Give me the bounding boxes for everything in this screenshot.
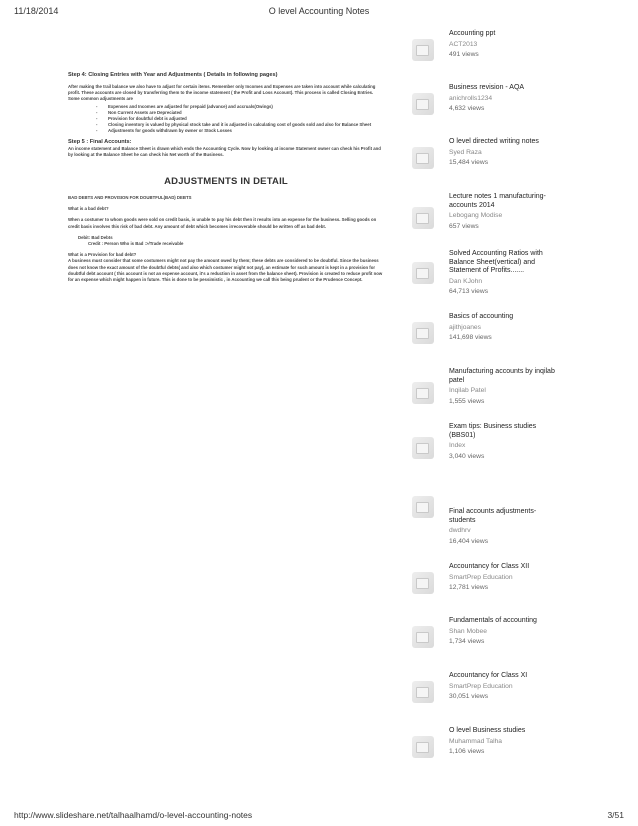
slideshow-thumbnail-icon[interactable]: [412, 39, 434, 61]
related-author[interactable]: Muhammad Talha: [449, 737, 503, 745]
related-title[interactable]: Business revision - AQA: [449, 84, 525, 91]
related-title[interactable]: Fundamentals of accounting: [449, 617, 537, 624]
related-author[interactable]: Dan KJohn: [449, 277, 483, 285]
page-url[interactable]: http://www.slideshare.net/talhaalhamd/o-level-accounting-notes: [14, 810, 253, 820]
slideshow-thumbnail-icon[interactable]: [412, 626, 434, 648]
related-author[interactable]: dwdhrv: [449, 527, 471, 535]
page-title: O level Accounting Notes: [268, 6, 370, 16]
related-author[interactable]: ACT2013: [449, 40, 478, 48]
related-author[interactable]: SmartPrep Education: [449, 573, 513, 581]
related-author[interactable]: anichrolls1234: [449, 94, 493, 102]
related-title[interactable]: O level directed writing notes: [449, 138, 539, 145]
slideshow-thumbnail-icon[interactable]: [412, 207, 434, 229]
related-title[interactable]: Exam tips: Business studies (BBS01): [449, 423, 537, 439]
related-title[interactable]: Solved Accounting Ratios with Balance Sheet(vertical) and Statement of Profits.......: [449, 250, 543, 275]
page-number: 3/51: [607, 810, 624, 820]
related-title[interactable]: Final accounts adjustments-students: [449, 508, 537, 524]
bad-debt-question: What is a bad debt?: [68, 206, 109, 212]
related-views: 491 views: [449, 51, 479, 59]
related-views: 657 views: [449, 222, 479, 230]
related-title[interactable]: Accountancy for Class XI: [449, 672, 528, 679]
related-author[interactable]: Lebogang Modise: [449, 212, 503, 220]
related-title[interactable]: Manufacturing accounts by inqilab patel: [449, 368, 555, 384]
slideshow-thumbnail-icon[interactable]: [412, 322, 434, 344]
related-views: 12,781 views: [449, 584, 489, 592]
related-author[interactable]: SmartPrep Education: [449, 682, 513, 690]
step4-heading: Step 4: Closing Entries with Year and Adjustments ( Details in following pages): [68, 72, 278, 78]
list-item: - Adjustments for goods withdrawn by owner or Stock Losses: [96, 128, 384, 134]
slideshow-thumbnail-icon[interactable]: [412, 736, 434, 758]
related-author[interactable]: Inqilab Patel: [449, 387, 486, 395]
related-title[interactable]: Basics of accounting: [449, 313, 514, 320]
slide-content: [68, 72, 384, 362]
list-item: - Closing inventory is valued by physical stock take and it is adjusted in calculating cost of goods sold and also for Balance Sheet: [96, 122, 384, 128]
provision-paragraph: A business must consider that some costumers might not pay the amount owed by them; these debts are considered to be doubtful. Since the business does not know the exact amount of the doubtful debts( and also which costumer might not pay), an estimate for such amount is kept in a provision for doubtful debt account ( this account is not an expense account, it's a reduction in asset from the balance sheet). Provision is created to reduce profit now for an expense which might happen in future. This is done to be pessimistic , in Accounting we call this being prudent or the Prudence Concept.: [68, 258, 383, 283]
related-author[interactable]: Syed Raza: [449, 148, 482, 156]
related-views: 141,698 views: [449, 334, 492, 342]
slideshow-thumbnail-icon[interactable]: [412, 262, 434, 284]
list-item: - Expenses and Incomes are adjusted for prepaid (advance) and accruals(Owings): [96, 104, 384, 110]
related-views: 15,484 views: [449, 159, 489, 167]
list-item: - Non Current Assets are Depreciated: [96, 110, 384, 116]
slideshow-thumbnail-icon[interactable]: [412, 681, 434, 703]
related-title[interactable]: O level Business studies: [449, 727, 526, 734]
credit-line: Credit : Person Who is Bad :>/Trade receivable: [88, 241, 184, 247]
step5-heading: Step 5 : Final Accounts:: [68, 138, 132, 145]
step5-paragraph: An income statement and Balance Sheet is drawn which ends the Accounting Cycle. Now by looking at income Statement owner can check his Profit and by looking at the Balance Sheet he can check his Net worth of the Business.: [68, 145, 381, 157]
slideshow-thumbnail-icon[interactable]: [412, 93, 434, 115]
step4-paragraph: After making the trail balance we also have to adjust for certain items. Remember only Incomes and Expenses are taken into account while calculating profit. These accounts are closed by transferring them to the income statement ( the Profit and Loss Account). This process is called Closing Entries. Some common adjustments are: [68, 84, 376, 102]
related-author[interactable]: Shan Mobee: [449, 627, 487, 635]
print-date: 11/18/2014: [14, 6, 59, 16]
related-views: 30,051 views: [449, 693, 489, 701]
provision-question: What is a Provision for bad debt?: [68, 252, 137, 258]
bad-debts-heading: BAD DEBTS AND PROVISION FOR DOUBTFUL(BAD) DEBTS: [68, 195, 192, 201]
related-views: 16,404 views: [449, 537, 489, 545]
adjustments-title: ADJUSTMENTS IN DETAIL: [164, 176, 288, 188]
related-views: 1,555 views: [449, 397, 485, 405]
related-views: 1,106 views: [449, 748, 485, 756]
related-author[interactable]: Index: [449, 442, 466, 450]
related-views: 4,632 views: [449, 105, 485, 113]
related-title[interactable]: Accountancy for Class XII: [449, 563, 530, 570]
related-views: 64,713 views: [449, 288, 489, 296]
bad-debt-paragraph: When a costumer to whom goods were sold on credit basis, is unable to pay his debt then it results into an expense for the business. Selling goods on credit basis involves this risk of bad debt. Any amount of debt which becomes irrecoverable should be written off as bad debt.: [68, 217, 377, 229]
related-title[interactable]: Accounting ppt: [449, 30, 496, 37]
list-item: - Provision for doubtful debt is adjusted: [96, 116, 384, 122]
adjustments-list: [96, 104, 384, 135]
debit-line: Debit: Bad Debts: [78, 234, 113, 240]
slideshow-thumbnail-icon[interactable]: [412, 572, 434, 594]
slideshow-thumbnail-icon[interactable]: [412, 496, 434, 518]
related-views: 3,040 views: [449, 452, 485, 460]
slideshow-thumbnail-icon[interactable]: [412, 147, 434, 169]
related-title[interactable]: Lecture notes 1 manufacturing-accounts 2014: [449, 193, 546, 209]
related-author[interactable]: ajithjoanes: [449, 323, 481, 331]
related-views: 1,734 views: [449, 638, 485, 646]
slideshow-thumbnail-icon[interactable]: [412, 382, 434, 404]
slideshow-thumbnail-icon[interactable]: [412, 437, 434, 459]
